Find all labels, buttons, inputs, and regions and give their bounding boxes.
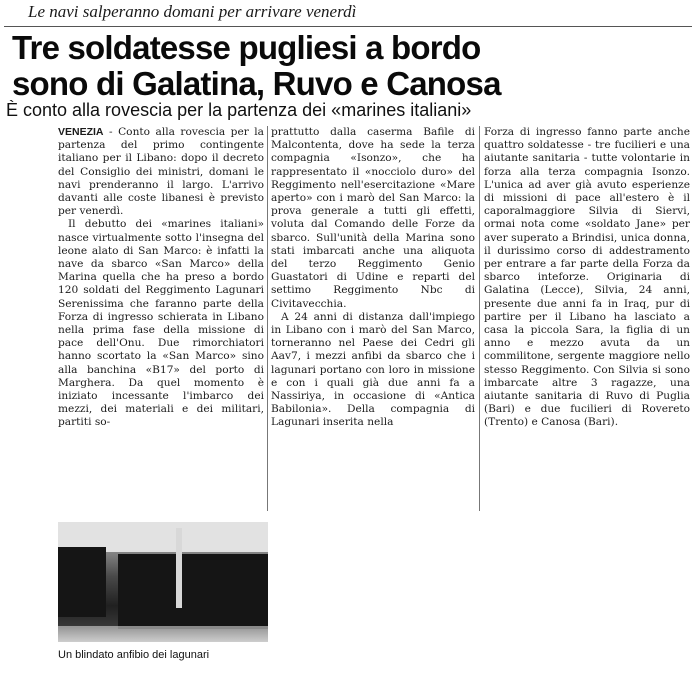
headline-line-1: Tre soldatesse pugliesi a bordo [12, 29, 481, 66]
column-divider-2 [479, 126, 480, 511]
article-column-3 [484, 126, 690, 430]
article-headline [12, 30, 612, 102]
photo-wall-left [58, 547, 106, 617]
article-kicker: Le navi salperanno domani per arrivare venerdì [28, 2, 357, 21]
article-column-1 [58, 126, 264, 430]
kicker-rule [4, 26, 692, 27]
article-subheadline: È conto alla rovescia per la partenza dei «marines italiani» [6, 100, 472, 120]
headline-line-2: sono di Galatina, Ruvo e Canosa [12, 65, 501, 102]
column-2-paragraph-2: A 24 anni di distanza dall'impiego in Libano con i marò del San Marco, torneranno nel Paese dei Cedri gli Aav7, i mezzi anfibi da sbarco che i lagunari portano con loro in missione e con i quali già due anni fa a Nassiriya, in occasione di «Antica Babilonia». Della compagnia di Lagunari inserita nella [271, 310, 475, 429]
article-dateline: VENEZIA [58, 126, 104, 138]
column-1-lead-text: - Conto alla rovescia per la partenza del primo contingente italiano per il Libano: dopo il decreto del Consiglio dei ministri, domani le navi prenderanno il largo. L'arrivo davanti alle coste libanesi è previsto per venerdì. [58, 126, 264, 218]
column-divider-1 [267, 126, 268, 511]
column-2-paragraph-1: prattutto dalla caserma Bafile di Malcontenta, dove ha sede la terza compagnia «Isonzo», che ha rappresentato il «nocciolo duro» del Reggimento nell'esercitazione «Mare aperto» con i marò del San Marco: la prova generale a tutti gli effetti, voluta dal Comando delle Forze da sbarco. Sull'unità della Marina sono stati imbarcati anche una aliquota del terzo Reggimento Genio Guastatori di Udine e reparti del settimo Reggimento Nbc di Civitavecchia. [271, 126, 475, 310]
column-3-paragraph-1: Forza di ingresso fanno parte anche quattro soldatesse - tre fucilieri e una aiutante sanitaria - tutte volontarie in forza alla terza compagnia Isonzo. L'unica ad aver già avuto esperienze di missioni di pace all'estero è il caporalmaggiore Silvia di Siervi, ormai nota come «soldato Jane» per aver superato a Brindisi, unica donna, il durissimo corso di addestramento per entrare a far parte della Forza da sbarco inteforze. Originaria di Galatina (Lecce), Silvia, 24 anni, presente due anni fa in Iraq, pur di partire per il Libano ha lasciato a casa la piccola Sara, la figlia di un anno e mezzo avuta da un commilitone, sergente maggiore nello stesso Reggimento. Con Silvia si sono imbarcate altre 3 ragazze, una aiutante sanitaria di Ruvo di Puglia (Bari) e due fucilieri di Rovereto (Trento) e Canosa (Bari). [484, 126, 690, 429]
article-photo [58, 522, 268, 642]
photo-caption: Un blindato anfibio dei lagunari [58, 649, 210, 661]
column-1-paragraph-1 [58, 126, 264, 218]
article-column-2 [271, 126, 475, 430]
photo-ground [58, 626, 268, 642]
column-1-paragraph-2: Il debutto dei «marines italiani» nasce virtualmente sotto l'insegna del leone alato di San Marco: è infatti la nave da sbarco «San Marco» della Marina quella che ha preso a bordo 120 soldati del Reggimento Lagunari Serenissima che faranno parte della Forza di ingresso schierata in Libano nella prima fase della missione di pace dell'Onu. Due rimorchiatori hanno scortato la «San Marco» sino alla banchina «B17» del porto di Marghera. Da quel momento è iniziato incessante l'imbarco dei mezzi, dei materiali e dei militari, partiti so- [58, 218, 264, 429]
photo-pole [176, 528, 182, 608]
photo-vehicle [118, 554, 268, 629]
